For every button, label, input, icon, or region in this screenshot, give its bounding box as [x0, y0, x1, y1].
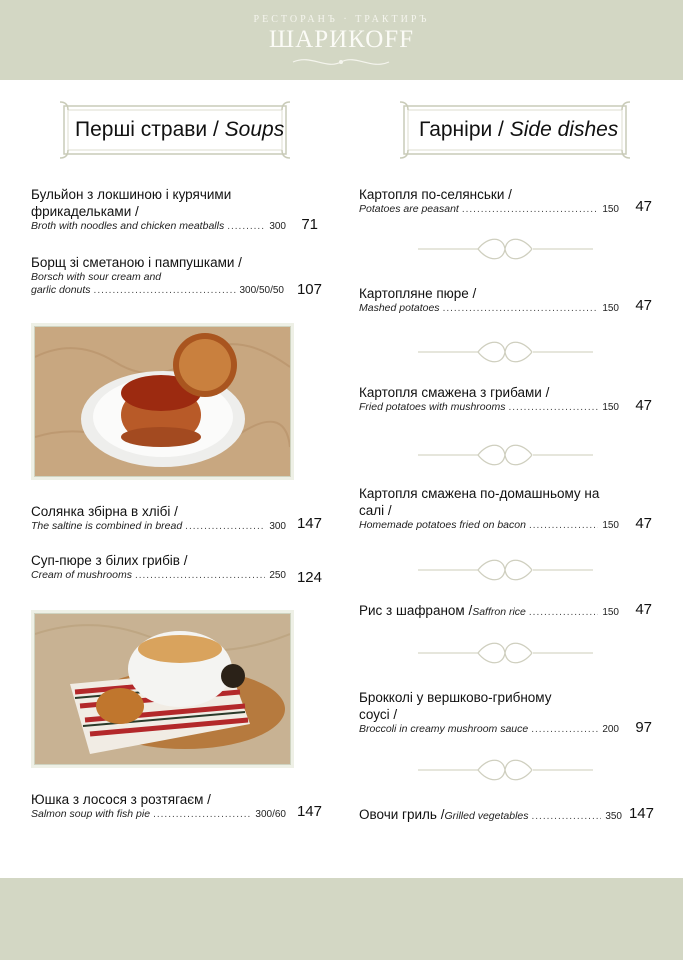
menu-item-soup-borsch: Борщ зі сметаною і пампушками / Borsch with sour cream and garlic donuts ..... 300/50/50: [31, 254, 284, 297]
header-band: [0, 0, 683, 80]
footer-band: [0, 878, 683, 960]
sides-heading: Гарніри / Side dishes: [419, 118, 619, 141]
price: 147: [628, 805, 654, 822]
ornament-divider-icon: [418, 440, 593, 470]
price: 47: [635, 397, 652, 414]
menu-item-side-fried-potatoes-mushrooms: Картопля смажена з грибами / Fried potatoes with mushrooms ..... 150: [359, 384, 619, 414]
salmon-soup-photo: [34, 613, 291, 765]
ornament-divider-icon: [418, 755, 593, 785]
ornament-divider-icon: [418, 638, 593, 668]
solyanka-photo: [34, 326, 291, 477]
price: 107: [296, 281, 322, 298]
menu-item-side-mashed-potatoes: Картопляне пюре / Mashed potatoes ..... 150: [359, 285, 619, 315]
menu-item-soup-mushroom: Суп-пюре з білих грибів / Cream of mushrooms ..... 250: [31, 552, 286, 582]
price: 147: [296, 515, 322, 532]
logo-flourish-icon: [291, 52, 391, 72]
menu-item-side-grilled-vegetables: Овочи гриль / Grilled vegetables ..... 350: [359, 806, 622, 823]
restaurant-logo: ШАРИКОFF: [268, 26, 415, 53]
price: 47: [635, 601, 652, 618]
ornament-divider-icon: [418, 234, 593, 264]
restaurant-subtitle: РЕСТОРАНЪ · ТРАКТИРЪ: [253, 14, 430, 25]
price: 147: [296, 803, 322, 820]
ornament-divider-icon: [418, 555, 593, 585]
price: 71: [301, 216, 318, 233]
price: 124: [296, 569, 322, 586]
menu-item-side-homemade-potatoes: Картопля смажена по-домашньому на салі / Homemade potatoes fried on bacon ..... 150: [359, 485, 619, 532]
menu-item-side-peasant-potatoes: Картопля по-селянськи / Potatoes are peasant ..... 150: [359, 186, 619, 216]
price: 47: [635, 515, 652, 532]
menu-item-soup-solyanka: Солянка збірна в хлібі / The saltine is combined in bread ..... 300: [31, 503, 286, 533]
menu-item-side-saffron-rice: Рис з шафраном / Saffron rice ..... 150: [359, 602, 619, 619]
ornament-divider-icon: [418, 337, 593, 367]
soups-heading: Перші страви / Soups: [75, 118, 285, 141]
menu-item-soup-salmon: Юшка з лосося з розтягаєм / Salmon soup with fish pie ..... 300/60: [31, 791, 286, 821]
price: 47: [635, 297, 652, 314]
menu-item-side-broccoli: Брокколі у вершково-грибному соусі / Broccoli in creamy mushroom sauce ..... 200: [359, 689, 619, 736]
salmon-soup-dish-icon: [35, 614, 290, 764]
price: 97: [635, 719, 652, 736]
price: 47: [635, 198, 652, 215]
menu-item-soup-broth: Бульйон з локшиною і курячими фрикадельками / Broth with noodles and chicken meatballs ..... 300: [31, 186, 286, 233]
solyanka-dish-icon: [35, 327, 290, 476]
